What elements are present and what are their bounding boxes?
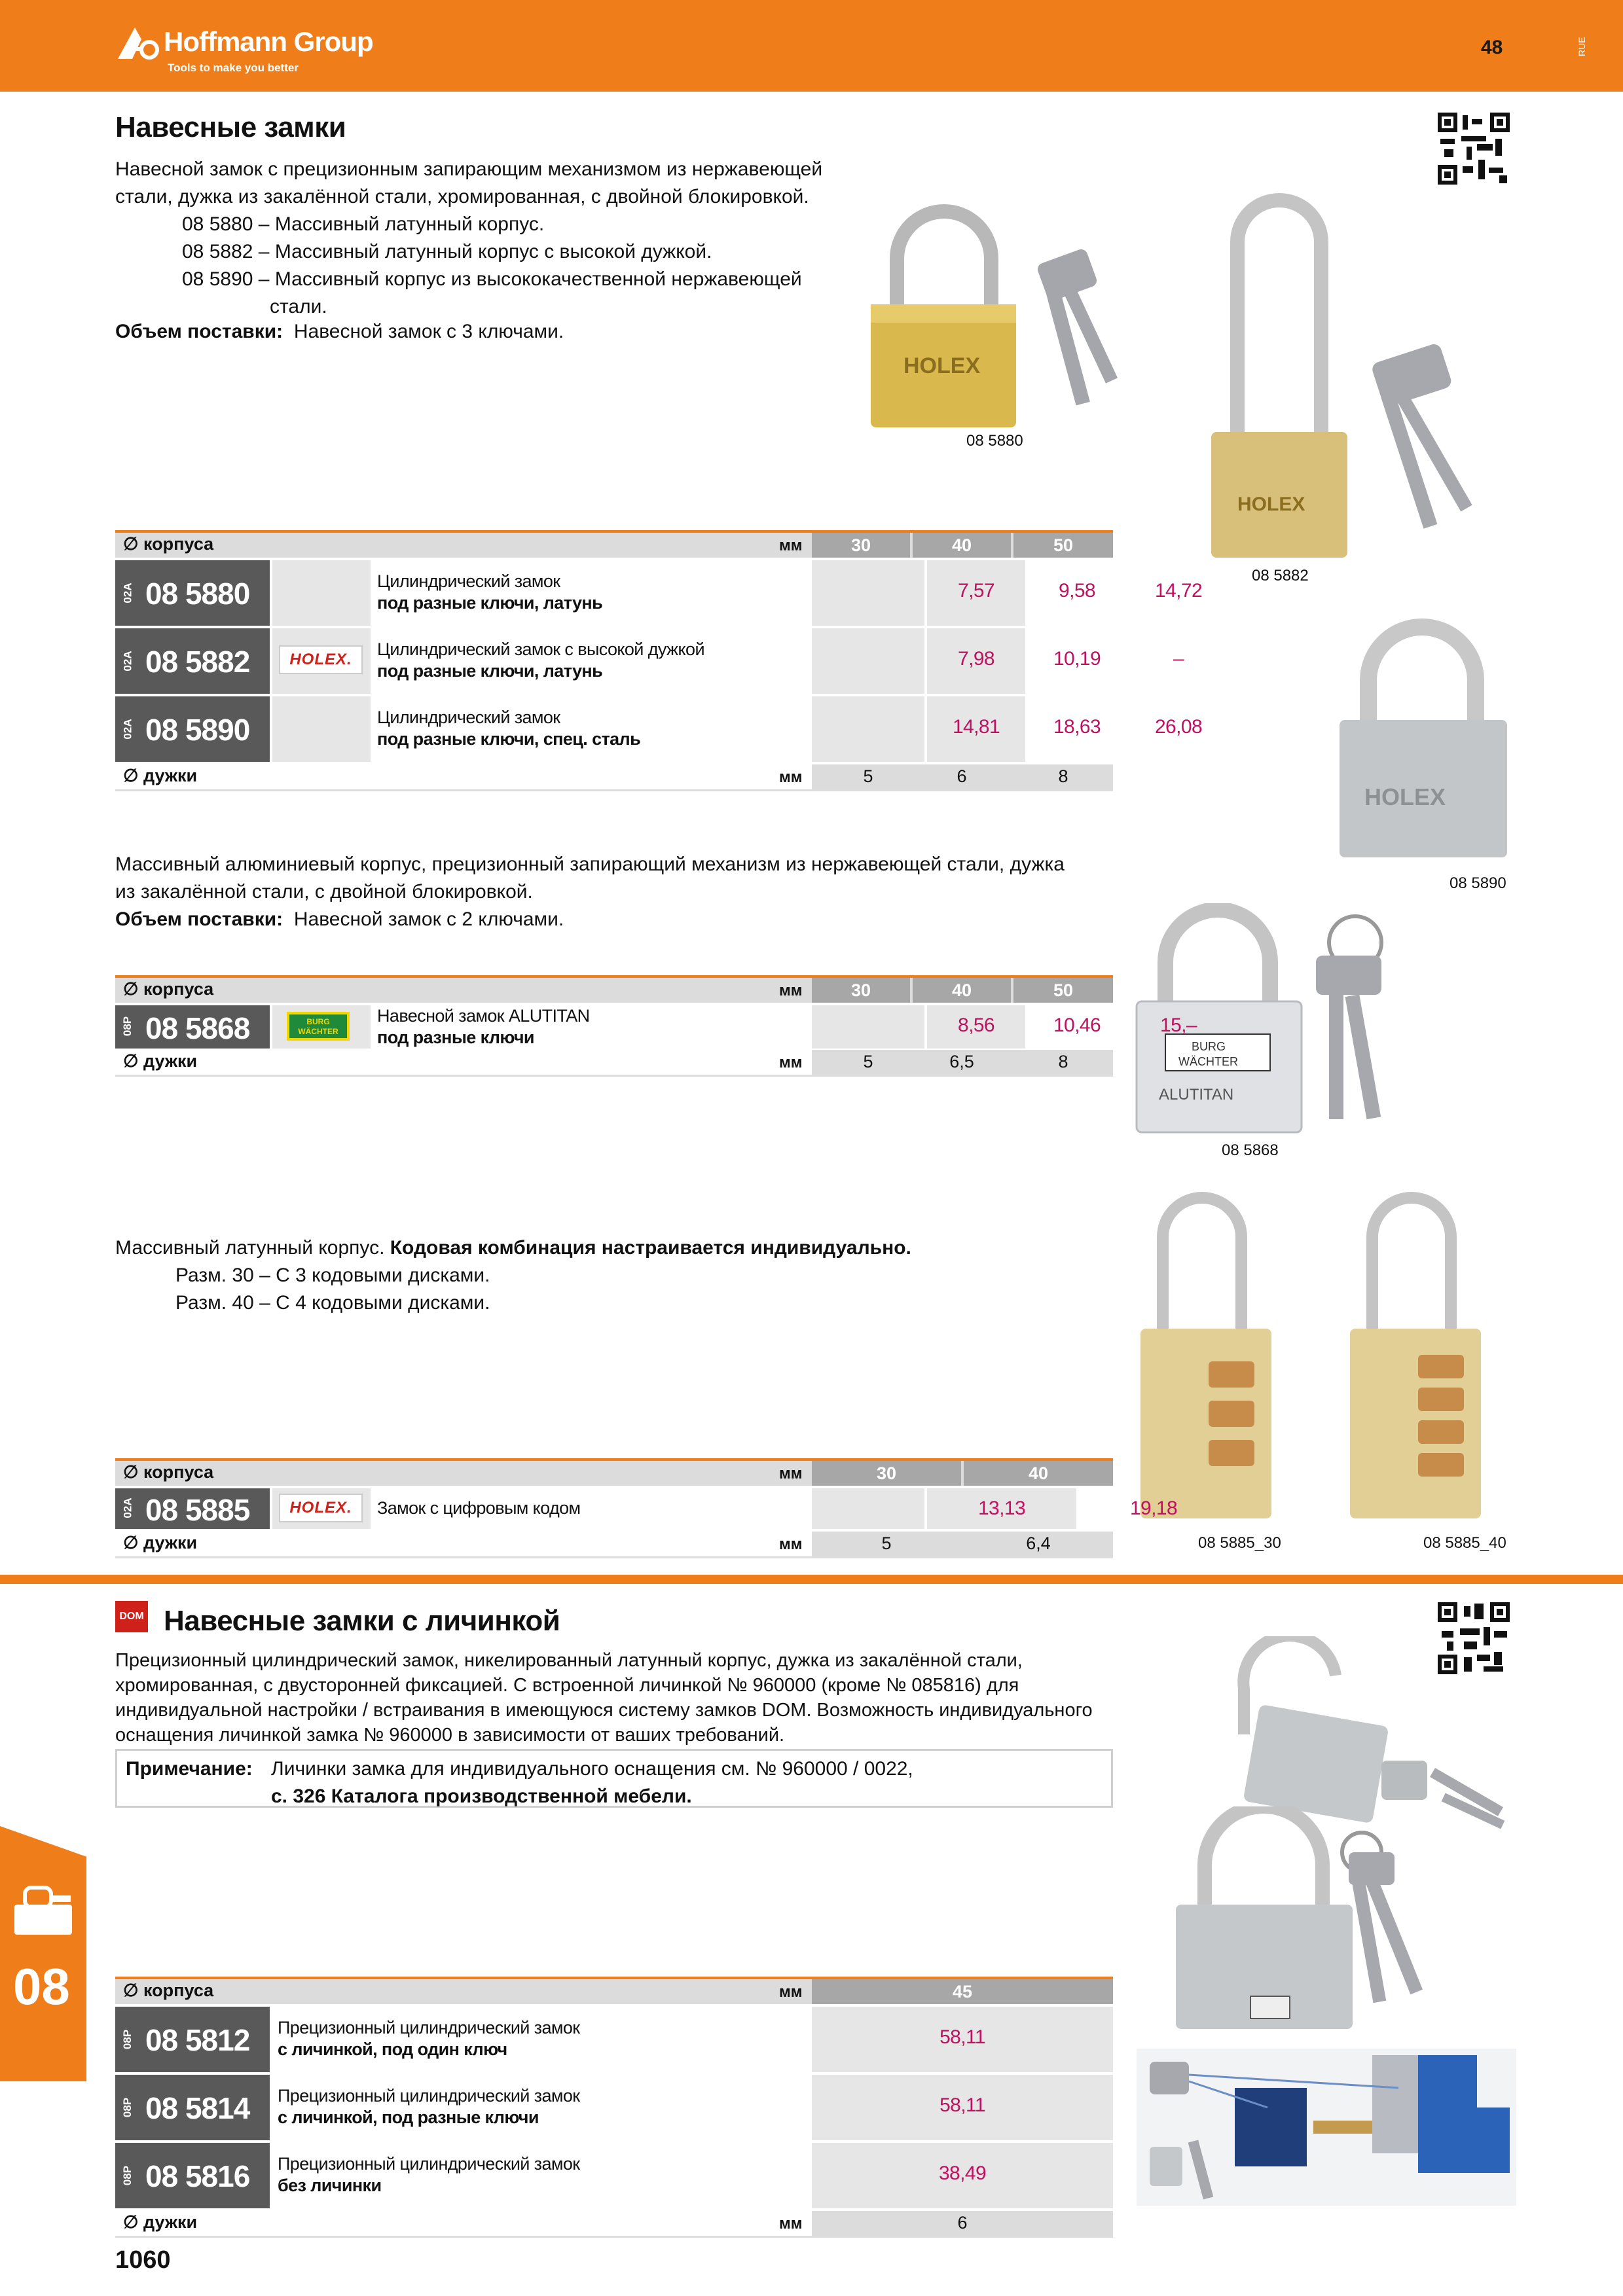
price: 38,49 [938,2162,987,2184]
price: 58,11 [939,2026,985,2048]
padlock-steel-image [1336,609,1512,864]
size-header: 30 [812,533,910,558]
image-caption: 08 5882 [1252,567,1309,584]
unit-label: мм [779,1983,803,2001]
article-number: 08P 08 5812 [115,2007,270,2072]
price: 14,72 [1154,580,1203,601]
article-number: 08P 08 5814 [115,2075,270,2140]
padlock-category-icon [12,1885,75,1937]
chapter-tab[interactable] [0,1826,86,2081]
table-footer: ∅ дужки мм 5 6,5 8 [115,1050,1113,1077]
description: Цилиндрический замок под разные ключи, спец. сталь [377,708,641,749]
description: Прецизионный цилиндрический замок с личинкой, под разные ключи [278,2086,580,2127]
brand-name: Hoffmann Group [164,26,373,57]
variant-list: 08 5880 – Массивный латунный корпус. 08 5882 – Массивный латунный корпус с высокой дужкой. 08 5890 – Массивный корпус из высококачественной нержавеющей стали. [182,211,802,321]
table-footer: ∅ дужки мм 5 6,4 [115,1532,1113,1558]
table-row[interactable] [115,628,1184,694]
svg-text:HOLEX: HOLEX [903,353,981,378]
padlock-dom-image [1165,1806,1506,2036]
unit-label: мм [779,1465,803,1482]
table-row[interactable] [115,696,1203,762]
section-intro: Прецизионный цилиндрический замок, никелированный латунный корпус, дужка из закалённой стали, хромированная, с двусторонней фиксацией. С встроенной личинкой № 960000 (кроме № 085816) для индивидуальной настройки / встраивания в имеющуюся систему замков DOM. Возможность индивидуального оснащения личинкой замка № 960000 в зависимости от ваших требований. [115,1650,1093,1746]
table-row[interactable] [115,2075,1113,2140]
description: Навесной замок ALUTITAN под разные ключи [377,1006,590,1047]
article-number: 02A 08 5890 [115,696,270,762]
image-caption: 08 5868 [1222,1141,1279,1159]
brand-tagline: Tools to make you better [168,62,299,74]
unit-label: мм [779,982,803,999]
image-caption: 08 5885_40 [1423,1534,1506,1552]
language-code: RUE [1577,37,1587,56]
column-label: ∅ корпуса [123,1462,214,1482]
size-header: 40 [913,978,1011,1003]
size-header: 45 [812,1979,1113,2004]
chapter-number: 08 [13,1958,70,2015]
description: Прецизионный цилиндрический замок без личинки [278,2154,580,2195]
section-title: Навесные замки с личинкой [164,1605,560,1637]
combination-padlocks-image [1137,1185,1529,1525]
unit-label: мм [779,537,803,554]
brand-cell [272,560,371,626]
list-item: 08 5890 – Массивный корпус из высококачественной нержавеющей [182,268,802,290]
price: 10,19 [1053,648,1101,670]
svg-text:BURG: BURG [1192,1040,1226,1053]
table-row[interactable] [115,560,1203,626]
price: 19,18 [1129,1498,1178,1519]
article-number: 02A 08 5882 [115,628,270,694]
price: 10,46 [1053,1014,1101,1036]
column-label: ∅ корпуса [123,534,214,554]
size-header: 50 [1013,533,1113,558]
price: 14,81 [952,716,1000,738]
table-row[interactable] [115,1488,1178,1529]
size-header: 40 [913,533,1011,558]
supply-line: Объем поставки: Навесной замок с 3 ключами. [115,321,564,342]
section-intro: Навесной замок с прецизионным запирающим механизмом из нержавеющей стали, дужка из закалённой стали, хромированная, с двойной блокировкой. [115,158,823,207]
description: Цилиндрический замок под разные ключи, латунь [377,571,603,613]
padlock-brass-image [864,196,1126,432]
price: 58,11 [939,2094,985,2116]
article-number: 08P 08 5816 [115,2143,270,2208]
article-number: 02A 08 5880 [115,560,270,626]
supply-line: Объем поставки: Навесной замок с 2 ключами. [115,908,564,930]
section-intro: Массивный латунный корпус. Кодовая комбинация настраивается индивидуально. [115,1237,911,1259]
price: 15,– [1160,1014,1197,1036]
size-header: 30 [812,1461,961,1486]
price: 18,63 [1053,716,1101,738]
price: – [1173,648,1184,670]
note-text: Личинки замка для индивидуального оснащения см. № 960000 / 0022, с. 326 Каталога производственной мебели. [271,1758,913,1807]
page-number-bottom: 1060 [115,2246,171,2274]
list-item: Разм. 40 – С 4 кодовыми дисками. [175,1292,490,1314]
size-header: 40 [964,1461,1113,1486]
list-item: Разм. 30 – С 3 кодовыми дисками. [175,1265,490,1286]
svg-text:HOLEX: HOLEX [1364,783,1446,810]
description: Цилиндрический замок с высокой дужкой под разные ключи, латунь [377,639,704,681]
article-number: 02A 08 5885 [115,1488,270,1529]
table-footer: ∅ дужки мм 5 6 8 [115,764,1113,791]
table-footer: ∅ дужки мм 6 [115,2211,1113,2238]
dom-logo-icon: DOM [115,1601,148,1632]
price: 7,57 [958,580,994,601]
image-caption: 08 5890 [1450,874,1506,892]
price: 8,56 [958,1014,994,1036]
price: 9,58 [1059,580,1095,601]
price: 13,13 [977,1498,1026,1519]
description: Замок с цифровым кодом [377,1498,581,1518]
section-divider [0,1575,1623,1584]
article-number: 08P 08 5868 [115,1005,270,1049]
qr-code-icon[interactable] [1438,113,1510,185]
image-caption: 08 5880 [966,432,1023,450]
table-row[interactable] [115,1005,1197,1049]
list-item: 08 5880 – Массивный латунный корпус. [182,213,545,235]
price: 26,08 [1154,716,1203,738]
holex-logo-icon: HOLEX. [279,645,363,674]
list-item: 08 5882 – Массивный латунный корпус с высокой дужкой. [182,241,712,262]
column-label: ∅ корпуса [123,1981,214,2000]
table-row[interactable] [115,2007,1113,2072]
burg-waechter-logo-icon: BURG WÄCHTER [287,1012,350,1041]
svg-text:ALUTITAN: ALUTITAN [1159,1086,1234,1103]
cylinder-system-image [1137,2049,1516,2206]
column-label: ∅ корпуса [123,979,214,999]
size-header: 50 [1013,978,1113,1003]
holex-logo-icon: HOLEX. [279,1494,363,1522]
description: Прецизионный цилиндрический замок с личинкой, под один ключ [278,2018,580,2059]
padlock-brass-long-shackle-image [1205,190,1506,563]
svg-text:WÄCHTER: WÄCHTER [1178,1055,1238,1068]
svg-text:HOLEX: HOLEX [1237,493,1305,515]
brand-cell [272,696,371,762]
page-number-top: 48 [1481,37,1503,58]
table-row[interactable] [115,2143,1113,2208]
section-title: Навесные замки [115,111,346,143]
price: 7,98 [958,648,994,670]
note-label: Примечание: [126,1758,253,1780]
variant-list [175,1262,490,1317]
section-intro: Массивный алюминиевый корпус, прецизионный запирающий механизм из нержавеющей стали, дужка из закалённой стали, с двойной блокировкой. [115,853,1065,903]
image-caption: 08 5885_30 [1198,1534,1281,1552]
size-header: 30 [812,978,910,1003]
